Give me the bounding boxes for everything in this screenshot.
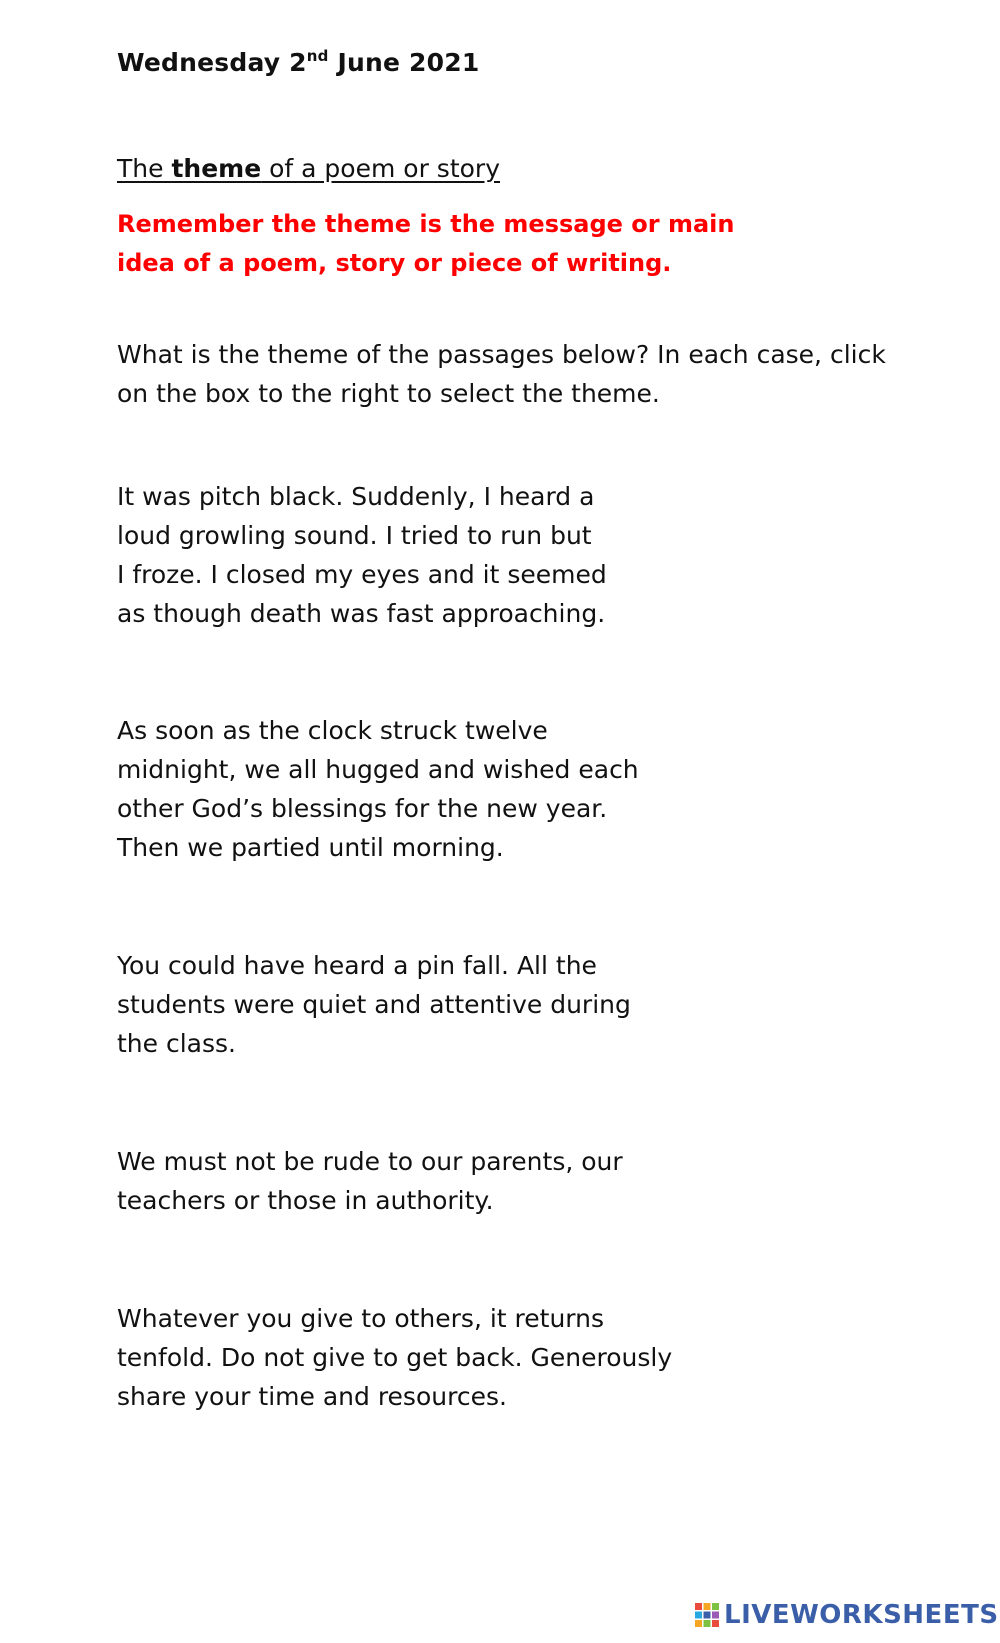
liveworksheets-logo	[694, 1600, 999, 1630]
passage-2	[117, 711, 677, 867]
passage-line: We must not be rude to our parents, our	[117, 1147, 623, 1176]
passage-3	[117, 946, 677, 1063]
instructions	[117, 335, 917, 413]
reminder-line-1: Remember the theme is the message or main	[117, 210, 735, 238]
instructions-line-2: on the box to the right to select the theme.	[117, 379, 660, 408]
passage-line: You could have heard a pin fall. All the	[117, 951, 597, 980]
title-bold-word: theme	[171, 154, 262, 183]
instructions-line-1: What is the theme of the passages below? In each case, click	[117, 340, 886, 369]
date-ordinal-suffix: nd	[306, 47, 329, 65]
passage-line: Whatever you give to others, it returns	[117, 1304, 605, 1333]
passage-line: students were quiet and attentive during	[117, 990, 631, 1019]
passage-line: midnight, we all hugged and wished each	[117, 755, 639, 784]
passage-line: Then we partied until morning.	[117, 833, 504, 862]
passage-line: as though death was fast approaching.	[117, 599, 606, 628]
passage-4	[117, 1142, 677, 1220]
passage-line: I froze. I closed my eyes and it seemed	[117, 560, 607, 589]
reminder-note	[117, 205, 757, 283]
title-after: of a poem or story	[261, 154, 500, 183]
passage-line: other God’s blessings for the new year.	[117, 794, 608, 823]
date-month-year: June 2021	[328, 48, 480, 77]
title-before: The	[117, 154, 172, 183]
passage-line: tenfold. Do not give to get back. Generously	[117, 1343, 673, 1372]
logo-text: LIVEWORKSHEETS	[724, 1600, 999, 1630]
passage-line: loud growling sound. I tried to run but	[117, 521, 592, 550]
passage-5	[117, 1299, 677, 1416]
page-title	[117, 154, 500, 183]
passage-line: It was pitch black. Suddenly, I heard a	[117, 482, 595, 511]
passage-line: the class.	[117, 1029, 236, 1058]
passage-line: teachers or those in authority.	[117, 1186, 494, 1215]
liveworksheets-logo-icon	[694, 1602, 720, 1628]
passage-1	[117, 477, 677, 633]
passage-line: As soon as the clock struck twelve	[117, 716, 548, 745]
date-line	[117, 48, 479, 77]
passage-line: share your time and resources.	[117, 1382, 507, 1411]
reminder-line-2: idea of a poem, story or piece of writing.	[117, 249, 672, 277]
date-day: Wednesday 2	[117, 48, 307, 77]
